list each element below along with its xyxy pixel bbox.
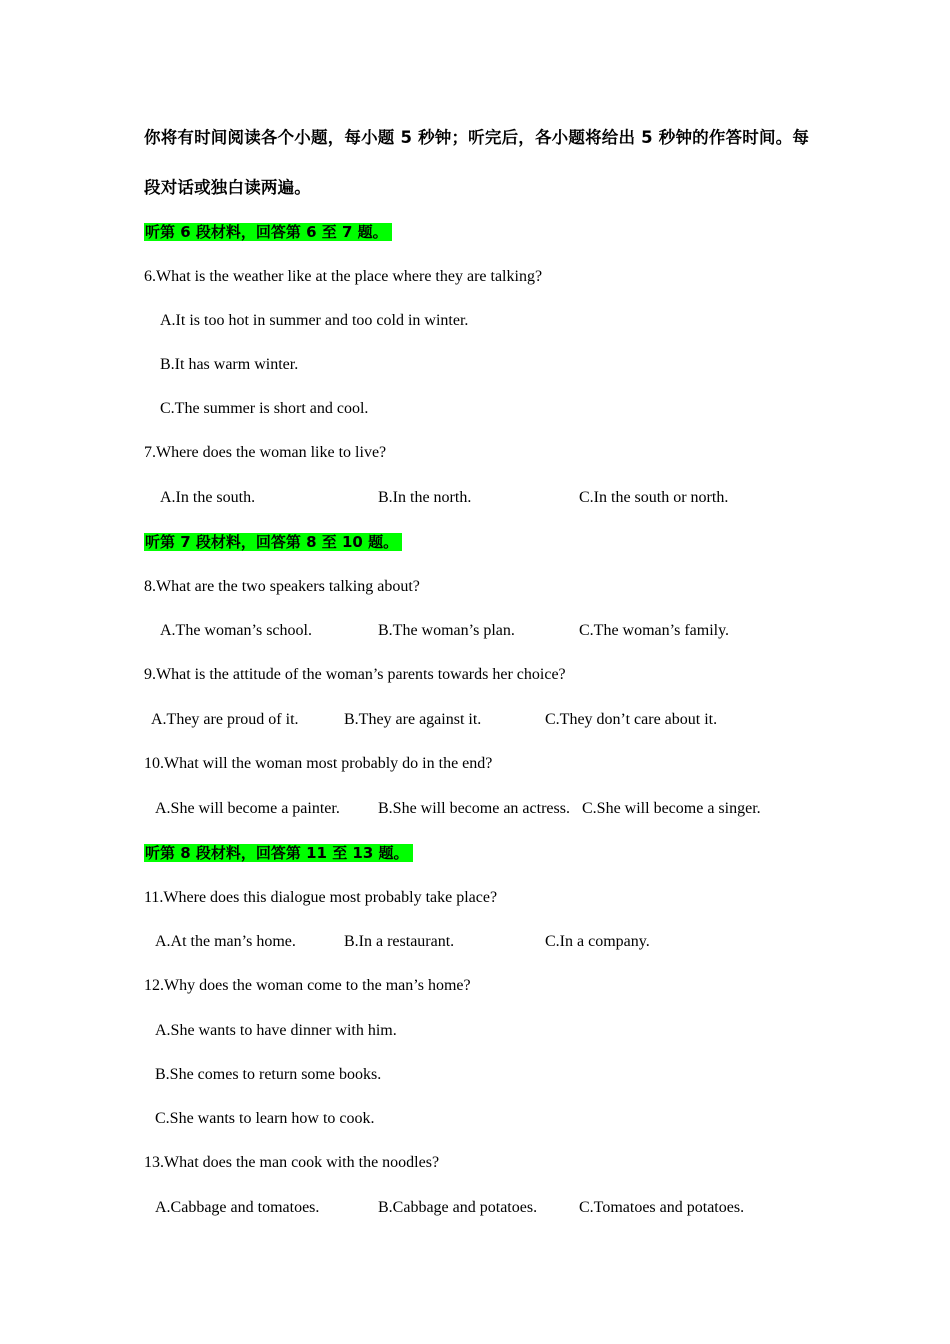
section-heading-8	[144, 843, 413, 864]
question-12-option-a: A.She wants to have dinner with him.	[155, 1022, 397, 1039]
intro-line-2: 段对话或独白读两遍。	[144, 178, 311, 197]
question-13-option-a: A.Cabbage and tomatoes.	[155, 1199, 320, 1216]
question-11: 11.Where does this dialogue most probably take place?	[144, 889, 498, 906]
question-11-option-c: C.In a company.	[545, 933, 650, 950]
question-9: 9.What is the attitude of the woman’s parents towards her choice?	[144, 666, 566, 683]
question-9-option-c: C.They don’t care about it.	[545, 711, 718, 728]
question-12-option-c: C.She wants to learn how to cook.	[155, 1110, 375, 1127]
question-6-option-b: B.It has warm winter.	[160, 356, 299, 373]
question-12: 12.Why does the woman come to the man’s home?	[144, 977, 471, 994]
section-heading-text: 听第 6 段材料，回答第 6 至 7 题。	[144, 223, 392, 241]
question-10-option-a: A.She will become a painter.	[155, 800, 340, 817]
section-heading-6	[144, 222, 392, 243]
question-6-option-a: A.It is too hot in summer and too cold in winter.	[160, 312, 469, 329]
question-10-option-b: B.She will become an actress.	[378, 800, 570, 817]
question-7-option-b: B.In the north.	[378, 489, 472, 506]
question-9-option-b: B.They are against it.	[344, 711, 482, 728]
section-heading-text: 听第 8 段材料，回答第 11 至 13 题。	[144, 844, 413, 862]
question-11-option-b: B.In a restaurant.	[344, 933, 455, 950]
question-7-option-a: A.In the south.	[160, 489, 256, 506]
question-6-option-c: C.The summer is short and cool.	[160, 400, 369, 417]
question-7: 7.Where does the woman like to live?	[144, 444, 387, 461]
section-heading-text: 听第 7 段材料，回答第 8 至 10 题。	[144, 533, 402, 551]
question-8: 8.What are the two speakers talking about?	[144, 578, 420, 595]
question-8-option-a: A.The woman’s school.	[160, 622, 312, 639]
intro-line-1: 你将有时间阅读各个小题，每小题 5 秒钟；听完后，各小题将给出 5 秒钟的作答时间。每	[144, 128, 810, 147]
question-13-option-b: B.Cabbage and potatoes.	[378, 1199, 538, 1216]
question-8-option-c: C.The woman’s family.	[579, 622, 730, 639]
section-heading-7	[144, 532, 402, 553]
question-10-option-c: C.She will become a singer.	[582, 800, 761, 817]
question-9-option-a: A.They are proud of it.	[151, 711, 299, 728]
question-11-option-a: A.At the man’s home.	[155, 933, 296, 950]
question-13: 13.What does the man cook with the noodles?	[144, 1154, 440, 1171]
question-6: 6.What is the weather like at the place where they are talking?	[144, 268, 543, 285]
question-10: 10.What will the woman most probably do in the end?	[144, 755, 493, 772]
question-8-option-b: B.The woman’s plan.	[378, 622, 515, 639]
question-12-option-b: B.She comes to return some books.	[155, 1066, 382, 1083]
question-13-option-c: C.Tomatoes and potatoes.	[579, 1199, 745, 1216]
question-7-option-c: C.In the south or north.	[579, 489, 729, 506]
